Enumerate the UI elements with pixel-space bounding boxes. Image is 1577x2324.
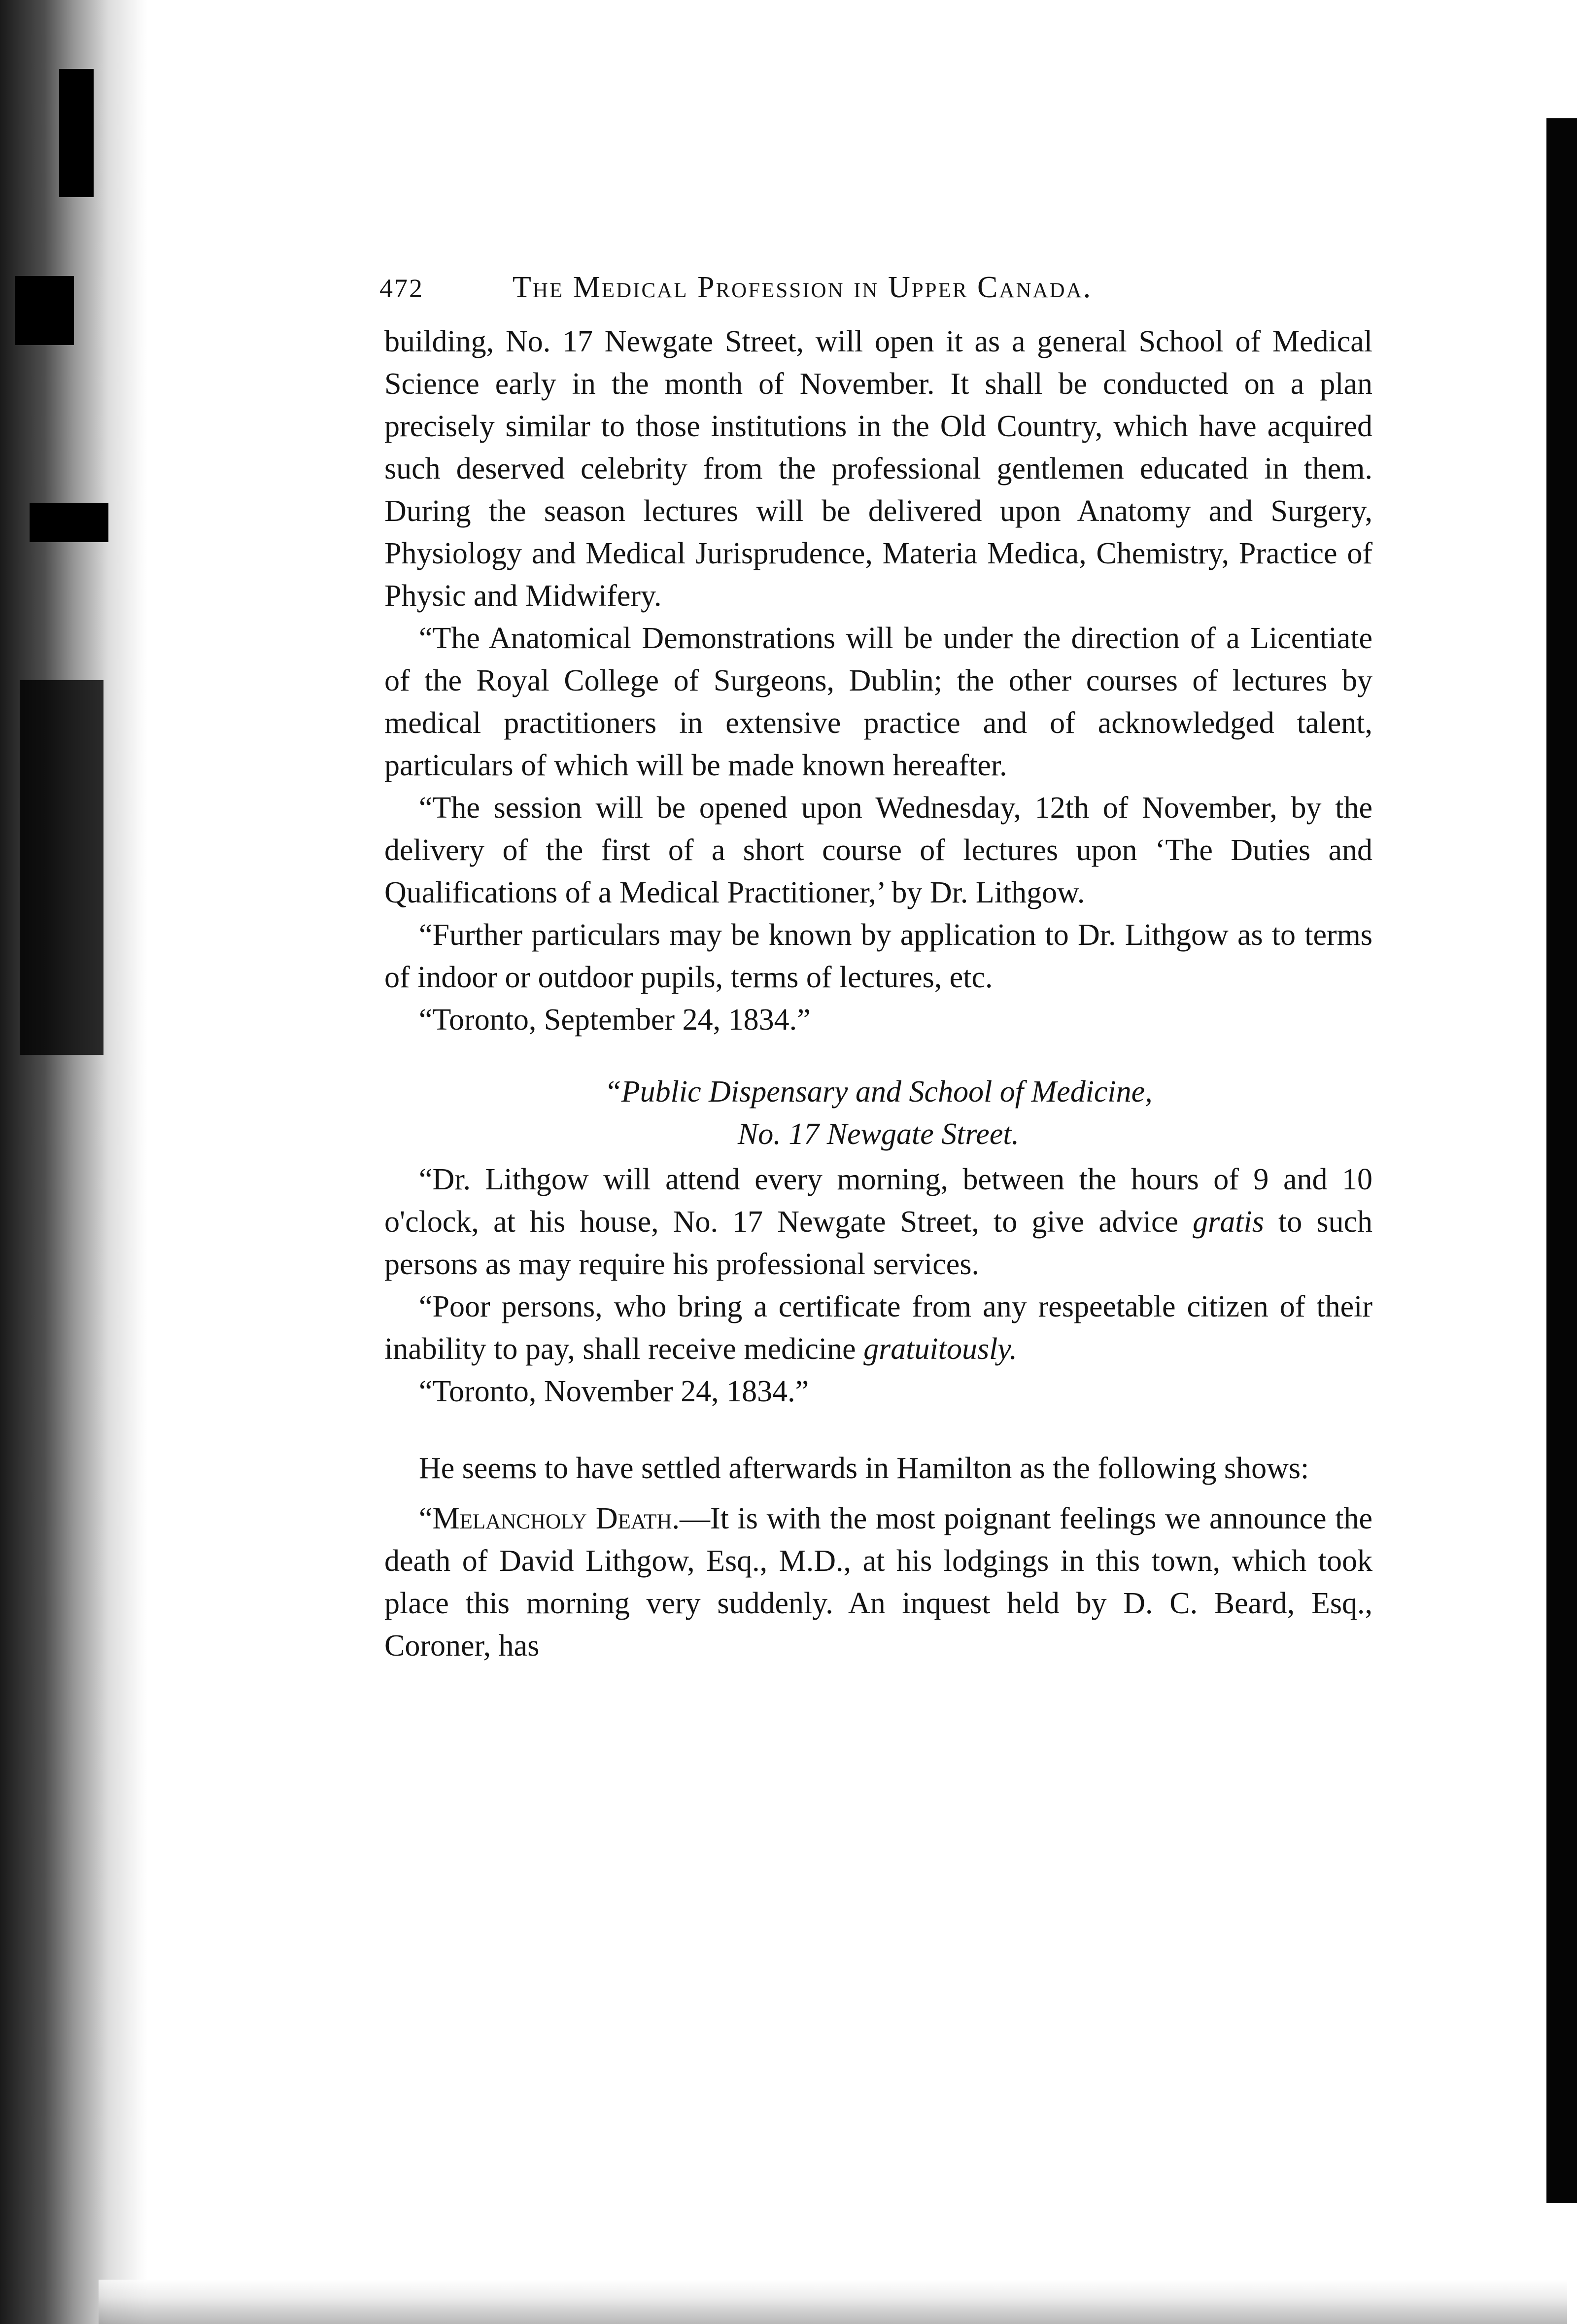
book-page xyxy=(379,266,1373,1667)
text-run: “Dr. Lithgow will attend every morning, between the hours of 9 and 10 o'clock, at his house, No. 17 Newgate Street, to give advice xyxy=(384,1163,1372,1239)
dateline: “Toronto, September 24, 1834.” xyxy=(419,1003,811,1037)
paragraph: “The session will be opened upon Wednesday, 12th of November, by the delivery of the first of a short course of lectures upon ‘The Duties and Qualifications of a Medical Practitioner,’ by Dr. Lithgow. xyxy=(384,791,1372,909)
scan-mark xyxy=(30,503,108,542)
spacer xyxy=(384,1041,1372,1071)
paragraph xyxy=(384,1158,1372,1285)
text-run: “Poor persons, who bring a certificate from any respeetable citizen of their inability to pay, shall receive medicine xyxy=(384,1290,1372,1366)
scan-shadow-left xyxy=(0,0,148,2324)
dateline: “Toronto, November 24, 1834.” xyxy=(419,1375,809,1408)
spacer xyxy=(384,1490,1372,1497)
page-header xyxy=(379,266,1372,320)
scan-shadow-right xyxy=(1546,118,1577,2203)
paragraph: He seems to have settled afterwards in Hamilton as the following shows: xyxy=(419,1452,1309,1485)
page-number: 472 xyxy=(379,274,424,303)
italic-term: gratis xyxy=(1193,1205,1264,1239)
text-run: “ xyxy=(419,1502,433,1535)
running-title: The Medical Profession in Upper Canada. xyxy=(513,271,1093,304)
scan-mark xyxy=(59,69,94,197)
paragraph: “The Anatomical Demonstrations will be under the direction of a Licentiate of the Royal College of Surgeons, Dublin; the other courses of lectures by medical practitioners in extensive practice and of acknowledged talent, particulars of which will be made known hereafter. xyxy=(384,622,1372,782)
scan-mark xyxy=(20,680,103,1055)
italic-term: gratuitously. xyxy=(863,1332,1017,1366)
paragraph: building, No. 17 Newgate Street, will open it as a general School of Medical Science early in the month of November. It shall be conducted on a plan precisely similar to those institutions in the Old Country, which have acquired such deserved celebrity from the professional gentlemen educated in them. During the season lectures will be delivered upon Anatomy and Surgery, Physiology and Medical Jurisprudence, Materia Medica, Chemistry, Practice of Physic and Midwifery. xyxy=(384,325,1372,613)
paragraph: “Further particulars may be known by application to Dr. Lithgow as to terms of indoor or outdoor pupils, terms of lectures, etc. xyxy=(384,918,1372,994)
notice-heading-line: “Public Dispensary and School of Medicine, xyxy=(604,1075,1153,1109)
text-run: to such persons as may require his professional services. xyxy=(384,1205,1373,1281)
scan-mark xyxy=(15,276,74,345)
notice-heading xyxy=(384,1071,1372,1155)
small-caps-heading: Melancholy Death. xyxy=(432,1502,680,1535)
paragraph xyxy=(384,1497,1372,1667)
notice-heading-line: No. 17 Newgate Street. xyxy=(737,1117,1020,1151)
paragraph xyxy=(384,1285,1372,1370)
spacer xyxy=(384,1413,1372,1447)
scan-shadow-bottom xyxy=(99,2280,1567,2324)
text-run: —It is with the most poignant feelings we announce the death of David Lithgow, Esq., M.D., at his lodgings in this town, which took place this morning very suddenly. An inquest held by D. C. Beard, Esq., Coroner, has xyxy=(384,1502,1372,1663)
